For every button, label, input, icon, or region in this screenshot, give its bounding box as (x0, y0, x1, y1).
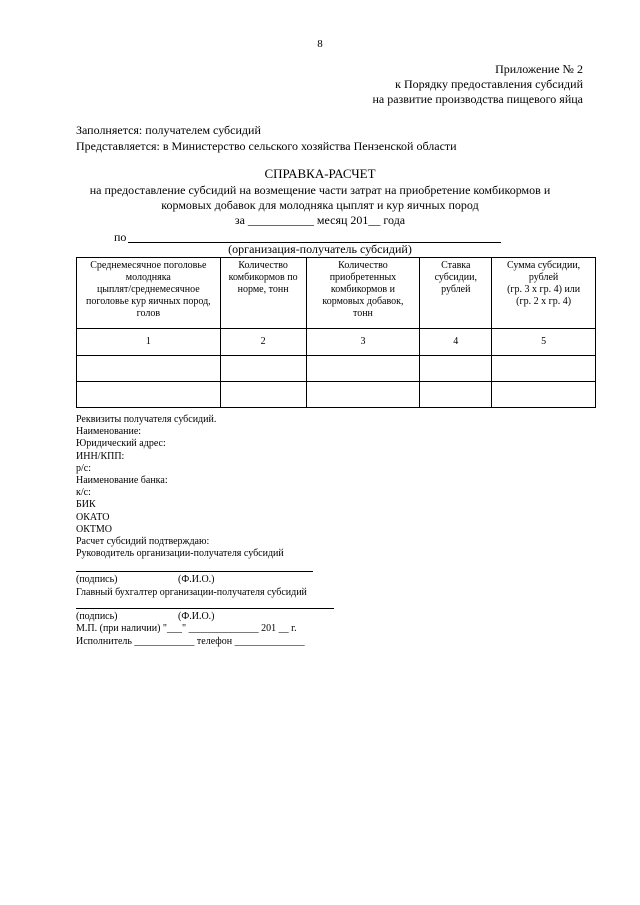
table-row (77, 382, 596, 408)
requisite-inn-kpp: ИНН/КПП: (76, 450, 125, 462)
column-number: 5 (492, 329, 596, 356)
executor-line: Исполнитель ____________ телефон ______________ (76, 636, 305, 647)
subtitle-line-2: кормовых добавок для молодняка цыплят и кур яичных пород (161, 198, 479, 212)
head-signature-line (76, 571, 313, 572)
filled-by-text: Заполняется: получателем субсидий (76, 123, 261, 137)
table-cell[interactable] (306, 356, 420, 382)
requisite-bik: БИК (76, 499, 96, 511)
column-number: 1 (77, 329, 221, 356)
fio-caption-1: (Ф.И.О.) (178, 574, 215, 585)
requisite-oktmo: ОКТМО (76, 523, 112, 535)
column-number: 4 (420, 329, 492, 356)
header-cell-2: Количество комбикормов по норме, тонн (220, 258, 306, 329)
header-cell-1: Среднемесячное поголовье молодняка цыплят/среднемесячное поголовье кур яичных пород, голов (77, 258, 221, 329)
table-cell[interactable] (492, 356, 596, 382)
confirm-text: Расчет субсидий подтверждаю: (76, 536, 210, 548)
table-cell[interactable] (77, 382, 221, 408)
column-number: 2 (220, 329, 306, 356)
column-number-row (77, 329, 596, 356)
requisites-heading: Реквизиты получателя субсидий. (76, 414, 217, 425)
stamp-date-line: М.П. (при наличии) "___" ______________ 201 __ г. (76, 623, 297, 634)
requisite-account: р/с: (76, 462, 91, 474)
table-cell[interactable] (220, 356, 306, 382)
requisite-bank-name: Наименование банка: (76, 475, 168, 487)
signature-caption-1: (подпись) (76, 574, 118, 585)
document-subtitle (0, 183, 640, 213)
fio-caption-2: (Ф.И.О.) (178, 611, 215, 622)
recipient-requisites (76, 414, 376, 560)
page-number: 8 (317, 38, 323, 50)
requisite-legal-address: Юридический адрес: (76, 438, 166, 450)
table-header-row (77, 258, 596, 329)
requisite-okato: ОКАТО (76, 511, 110, 523)
header-cell-4: Ставка субсидии, рублей (420, 258, 492, 329)
appendix-header (372, 62, 583, 107)
table-cell[interactable] (306, 382, 420, 408)
document-title: СПРАВКА-РАСЧЕТ (264, 166, 376, 181)
requisite-corr-account: к/с: (76, 487, 91, 499)
table-cell[interactable] (220, 382, 306, 408)
period-line: за ___________ месяц 201__ года (234, 213, 406, 227)
column-number: 3 (306, 329, 420, 356)
requisite-name: Наименование: (76, 426, 142, 438)
accountant-signature-line (76, 608, 334, 609)
head-of-organization: Руководитель организации-получателя субсидий (76, 548, 284, 560)
appendix-line-3: на развитие производства пищевого яйца (372, 92, 583, 106)
table-cell[interactable] (420, 356, 492, 382)
org-prefix: по (114, 230, 127, 244)
signature-caption-2: (подпись) (76, 611, 118, 622)
table-cell[interactable] (420, 382, 492, 408)
appendix-line-2: к Порядку предоставления субсидий (395, 77, 583, 91)
submitted-to-text: Представляется: в Министерство сельского хозяйства Пензенской области (76, 139, 457, 153)
header-cell-3: Количество приобретенных комбикормов и кормовых добавок, тонн (306, 258, 420, 329)
subtitle-line-1: на предоставление субсидий на возмещение части затрат на приобретение комбикормов и (89, 183, 551, 197)
org-caption: (организация-получатель субсидий) (228, 242, 412, 256)
header-cell-5: Сумма субсидии, рублей (гр. 3 х гр. 4) или (гр. 2 х гр. 4) (492, 258, 596, 329)
chief-accountant-label: Главный бухгалтер организации-получателя субсидий (76, 587, 307, 598)
appendix-line-1: Приложение № 2 (495, 62, 583, 76)
calculation-table (76, 257, 596, 408)
table-cell[interactable] (492, 382, 596, 408)
table-cell[interactable] (77, 356, 221, 382)
table-row (77, 356, 596, 382)
